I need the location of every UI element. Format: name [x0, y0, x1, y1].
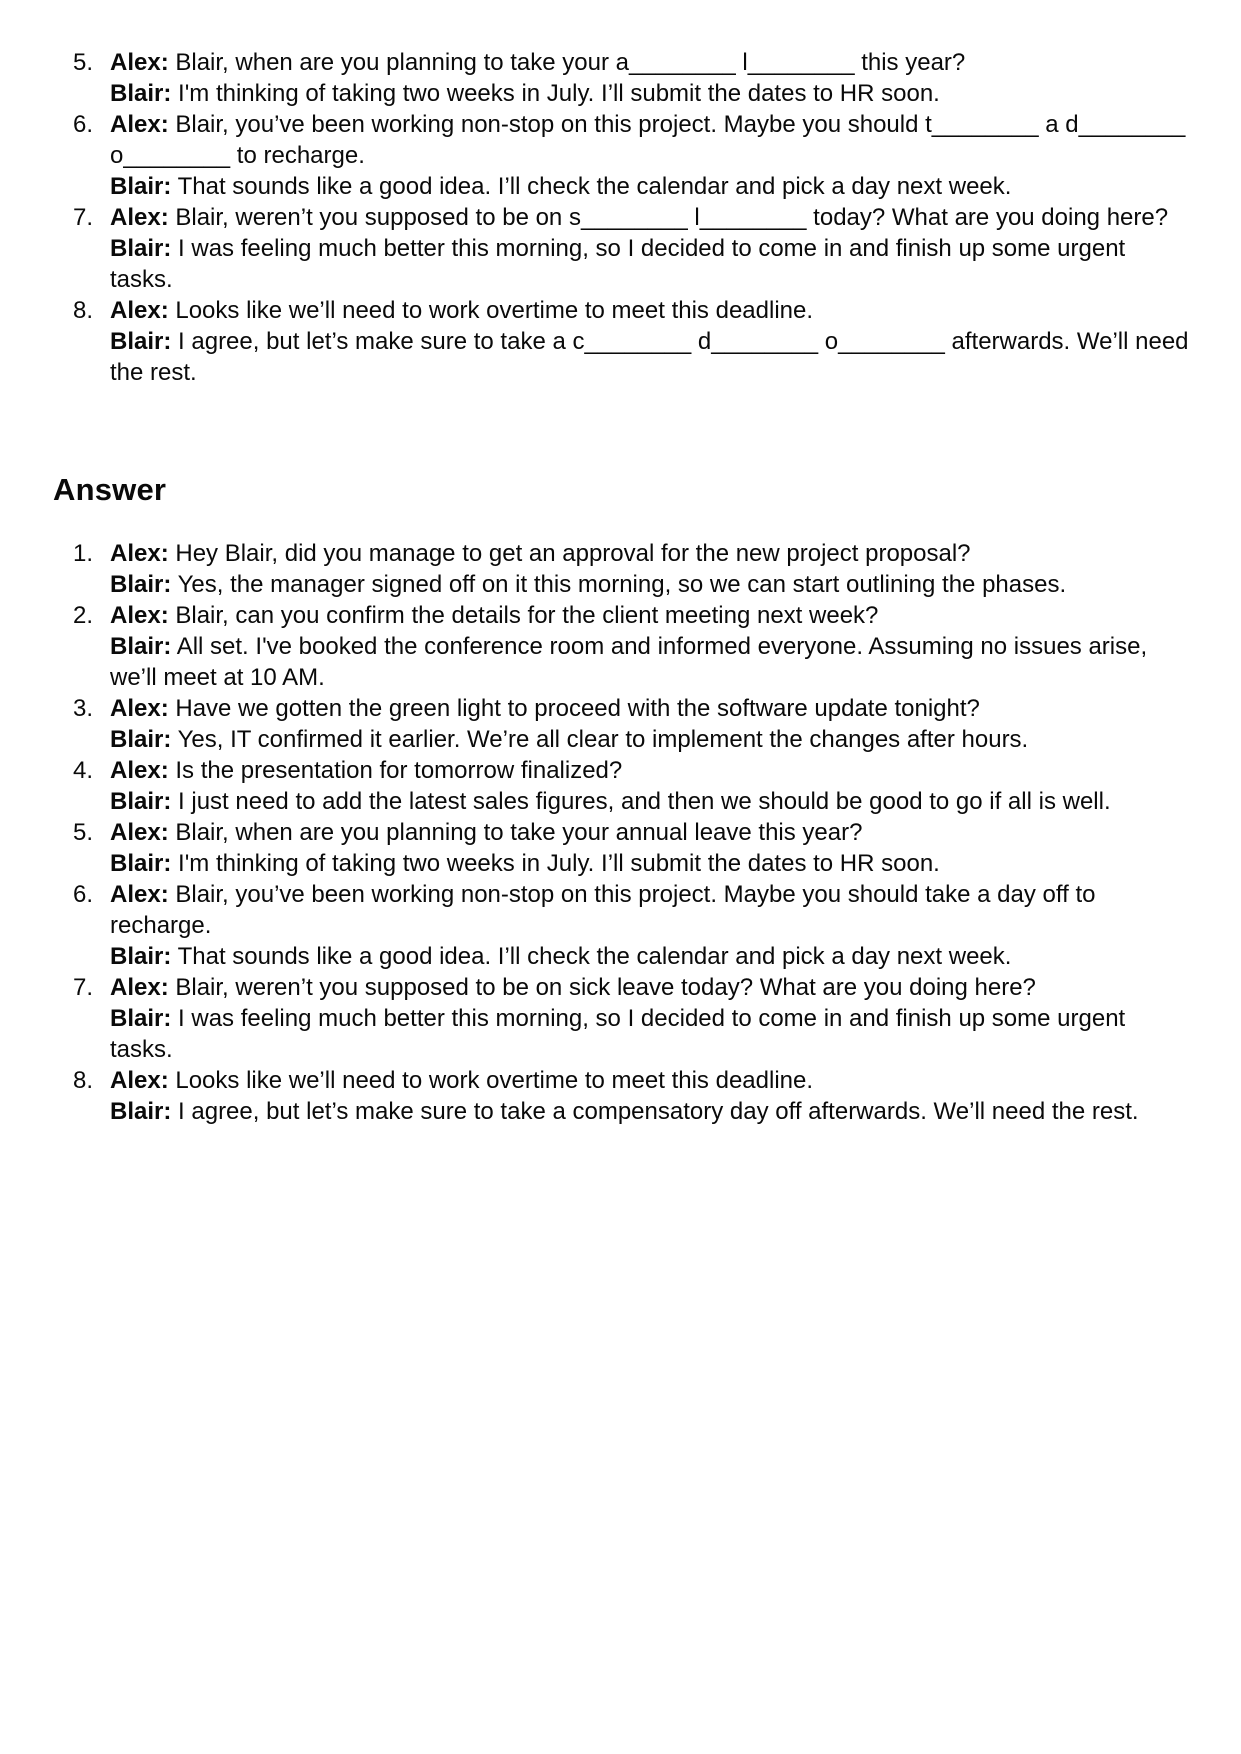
exercise-dialogue-list	[53, 47, 1189, 388]
dialogue-item	[73, 47, 1189, 109]
speaker-label-blair: Blair:	[110, 850, 172, 877]
speaker-label-blair: Blair:	[110, 1098, 172, 1125]
speaker-label-alex: Alex:	[110, 974, 169, 1001]
blair-line-text: Yes, IT confirmed it earlier. We’re all clear to implement the changes after hours.	[177, 726, 1029, 753]
item-number: 1.	[73, 540, 94, 567]
speaker-label-blair: Blair:	[110, 173, 172, 200]
blair-line-text: That sounds like a good idea. I’ll check the calendar and pick a day next week.	[177, 173, 1012, 200]
alex-line-text: Hey Blair, did you manage to get an approval for the new project proposal?	[175, 540, 971, 567]
blair-line-text: Yes, the manager signed off on it this morning, so we can start outlining the phases.	[177, 571, 1067, 598]
dialogue-item	[73, 538, 1189, 600]
dialogue-item	[73, 109, 1189, 202]
dialogue-item	[73, 755, 1189, 817]
speaker-label-alex: Alex:	[110, 297, 169, 324]
speaker-label-blair: Blair:	[110, 726, 172, 753]
speaker-label-alex: Alex:	[110, 757, 169, 784]
speaker-label-blair: Blair:	[110, 1005, 172, 1032]
item-number: 3.	[73, 695, 94, 722]
alex-line-text: Blair, you’ve been working non-stop on this project. Maybe you should t________ a d________ o________ to recharge.	[110, 111, 1186, 169]
item-number: 7.	[73, 204, 94, 231]
alex-line-text: Looks like we’ll need to work overtime to meet this deadline.	[175, 297, 814, 324]
blair-line-text: I'm thinking of taking two weeks in July. I’ll submit the dates to HR soon.	[178, 80, 940, 107]
item-number: 8.	[73, 297, 94, 324]
dialogue-item	[73, 295, 1189, 388]
speaker-label-alex: Alex:	[110, 540, 169, 567]
alex-line-text: Have we gotten the green light to proceed with the software update tonight?	[175, 695, 980, 722]
blair-turn	[110, 233, 1189, 295]
exercise-section	[53, 47, 1189, 388]
speaker-label-alex: Alex:	[110, 819, 169, 846]
blair-line-text: I agree, but let’s make sure to take a c________ d________ o________ afterwards. We’ll need the rest.	[110, 328, 1189, 386]
blair-line-text: I was feeling much better this morning, so I decided to come in and finish up some urgent tasks.	[110, 1005, 1126, 1063]
dialogue-item	[73, 879, 1189, 972]
blair-turn	[110, 78, 1189, 109]
dialogue-item	[73, 202, 1189, 295]
blair-line-text: I just need to add the latest sales figures, and then we should be good to go if all is well.	[178, 788, 1111, 815]
speaker-label-blair: Blair:	[110, 235, 172, 262]
alex-line-text: Is the presentation for tomorrow finalized?	[175, 757, 623, 784]
blair-line-text: I'm thinking of taking two weeks in July. I’ll submit the dates to HR soon.	[178, 850, 940, 877]
blair-turn	[110, 569, 1189, 600]
answer-dialogue-list	[53, 538, 1189, 1127]
alex-turn	[110, 47, 1189, 78]
blair-line-text: That sounds like a good idea. I’ll check the calendar and pick a day next week.	[177, 943, 1012, 970]
blair-turn	[110, 724, 1189, 755]
answer-heading: Answer	[53, 472, 167, 507]
alex-turn	[110, 972, 1189, 1003]
dialogue-item	[73, 1065, 1189, 1127]
item-number: 4.	[73, 757, 94, 784]
speaker-label-blair: Blair:	[110, 571, 172, 598]
alex-turn	[110, 817, 1189, 848]
alex-turn	[110, 109, 1189, 171]
alex-turn	[110, 879, 1189, 941]
blair-turn	[110, 786, 1189, 817]
blair-turn	[110, 1003, 1189, 1065]
item-number: 6.	[73, 881, 94, 908]
item-number: 5.	[73, 49, 94, 76]
alex-turn	[110, 202, 1189, 233]
speaker-label-alex: Alex:	[110, 602, 169, 629]
alex-line-text: Blair, when are you planning to take your annual leave this year?	[175, 819, 863, 846]
blair-turn	[110, 326, 1189, 388]
item-number: 7.	[73, 974, 94, 1001]
speaker-label-blair: Blair:	[110, 328, 172, 355]
speaker-label-blair: Blair:	[110, 633, 172, 660]
alex-turn	[110, 755, 1189, 786]
speaker-label-blair: Blair:	[110, 788, 172, 815]
speaker-label-alex: Alex:	[110, 204, 169, 231]
speaker-label-alex: Alex:	[110, 695, 169, 722]
answer-section	[53, 538, 1189, 1127]
alex-line-text: Blair, weren’t you supposed to be on s________ l________ today? What are you doing here?	[175, 204, 1169, 231]
alex-turn	[110, 600, 1189, 631]
alex-turn	[110, 538, 1189, 569]
speaker-label-blair: Blair:	[110, 80, 172, 107]
blair-line-text: All set. I've booked the conference room and informed everyone. Assuming no issues arise, we’ll meet at 10 AM.	[110, 633, 1148, 691]
alex-turn	[110, 1065, 1189, 1096]
speaker-label-alex: Alex:	[110, 881, 169, 908]
item-number: 8.	[73, 1067, 94, 1094]
alex-turn	[110, 693, 1189, 724]
blair-turn	[110, 631, 1189, 693]
dialogue-item	[73, 817, 1189, 879]
blair-line-text: I agree, but let’s make sure to take a compensatory day off afterwards. We’ll need the rest.	[178, 1098, 1139, 1125]
item-number: 2.	[73, 602, 94, 629]
alex-turn	[110, 295, 1189, 326]
blair-turn	[110, 1096, 1189, 1127]
speaker-label-blair: Blair:	[110, 943, 172, 970]
dialogue-item	[73, 972, 1189, 1065]
speaker-label-alex: Alex:	[110, 49, 169, 76]
alex-line-text: Blair, you’ve been working non-stop on this project. Maybe you should take a day off to recharge.	[110, 881, 1096, 939]
blair-line-text: I was feeling much better this morning, so I decided to come in and finish up some urgent tasks.	[110, 235, 1126, 293]
alex-line-text: Blair, when are you planning to take your a________ l________ this year?	[175, 49, 966, 76]
speaker-label-alex: Alex:	[110, 1067, 169, 1094]
dialogue-item	[73, 600, 1189, 693]
alex-line-text: Blair, weren’t you supposed to be on sick leave today? What are you doing here?	[175, 974, 1036, 1001]
item-number: 6.	[73, 111, 94, 138]
blair-turn	[110, 941, 1189, 972]
alex-line-text: Looks like we’ll need to work overtime to meet this deadline.	[175, 1067, 814, 1094]
blair-turn	[110, 171, 1189, 202]
item-number: 5.	[73, 819, 94, 846]
blair-turn	[110, 848, 1189, 879]
speaker-label-alex: Alex:	[110, 111, 169, 138]
alex-line-text: Blair, can you confirm the details for the client meeting next week?	[175, 602, 879, 629]
dialogue-item	[73, 693, 1189, 755]
